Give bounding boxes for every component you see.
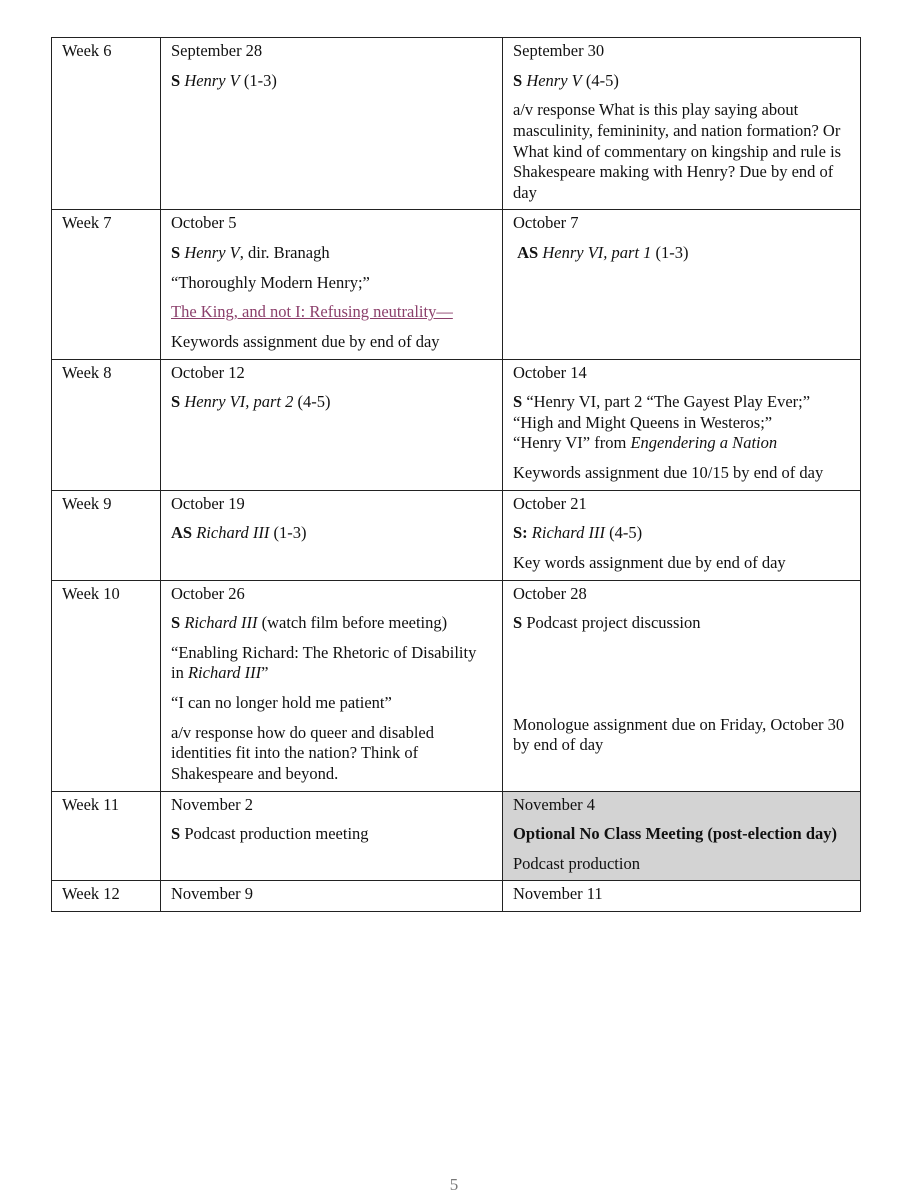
table-row bbox=[52, 359, 861, 490]
date-label: October 19 bbox=[171, 493, 245, 513]
week-cell: Week 9 bbox=[52, 490, 161, 580]
week-cell: Week 7 bbox=[52, 210, 161, 359]
day-cell bbox=[161, 210, 503, 359]
table-row bbox=[52, 881, 861, 912]
week-cell: Week 10 bbox=[52, 580, 161, 791]
article-link[interactable]: The King, and not I: Refusing neutrality— bbox=[171, 302, 453, 322]
date-label: October 26 bbox=[171, 583, 245, 603]
reading-line: S Henry V (1-3) bbox=[171, 70, 277, 90]
day-cell bbox=[503, 580, 861, 791]
reading-list: S “Henry VI, part 2 “The Gayest Play Ever;” “High and Might Queens in Westeros;” “Henry VI” from Engendering a Nation bbox=[513, 392, 811, 453]
table-row bbox=[52, 38, 861, 210]
article-title: “Enabling Richard: The Rhetoric of Disability in Richard III” bbox=[171, 642, 477, 683]
day-cell bbox=[161, 791, 503, 881]
article-title: “Thoroughly Modern Henry;” bbox=[171, 272, 370, 292]
date-label: September 28 bbox=[171, 41, 263, 60]
reading-line: S Henry V (4-5) bbox=[513, 70, 619, 90]
reading-line: S: Richard III (4-5) bbox=[513, 523, 643, 543]
assignment-note: Keywords assignment due by end of day bbox=[171, 331, 440, 351]
assignment-note: Podcast production bbox=[513, 853, 640, 873]
day-cell bbox=[161, 580, 503, 791]
week-cell: Week 12 bbox=[52, 881, 161, 912]
day-cell bbox=[503, 38, 861, 210]
reading-line: AS Henry VI, part 1 (1-3) bbox=[517, 243, 689, 262]
date-label: October 7 bbox=[513, 213, 579, 233]
week-cell: Week 8 bbox=[52, 359, 161, 490]
day-cell bbox=[161, 359, 503, 490]
date-label: October 5 bbox=[171, 213, 237, 233]
reading-line: S Henry V, dir. Branagh bbox=[171, 243, 330, 262]
date-label: November 2 bbox=[171, 794, 254, 814]
table-row bbox=[52, 791, 861, 881]
day-cell bbox=[503, 210, 861, 359]
date-label: September 30 bbox=[513, 41, 605, 60]
page-number: 5 bbox=[449, 1175, 459, 1194]
day-cell-shaded bbox=[503, 791, 861, 881]
week-cell: Week 11 bbox=[52, 791, 161, 881]
assignment-note: Keywords assignment due 10/15 by end of day bbox=[513, 463, 824, 482]
day-cell bbox=[161, 881, 503, 912]
date-label: October 28 bbox=[513, 583, 587, 603]
reading-line: S Podcast production meeting bbox=[171, 824, 369, 844]
reading-line: AS Richard III (1-3) bbox=[171, 523, 307, 543]
date-label: October 12 bbox=[171, 362, 245, 382]
quote-title: “I can no longer hold me patient” bbox=[171, 693, 392, 712]
schedule-table bbox=[51, 37, 861, 912]
day-cell bbox=[161, 490, 503, 580]
reading-line: S Richard III (watch film before meeting) bbox=[171, 613, 448, 633]
table-row bbox=[52, 210, 861, 359]
table-row bbox=[52, 490, 861, 580]
day-cell bbox=[503, 881, 861, 912]
reading-line: S Podcast project discussion bbox=[513, 613, 701, 633]
reading-line: S Henry VI, part 2 (4-5) bbox=[171, 392, 331, 412]
date-label: October 21 bbox=[513, 493, 587, 513]
week-cell: Week 6 bbox=[52, 38, 161, 210]
day-cell bbox=[503, 359, 861, 490]
assignment-note: a/v response What is this play saying about masculinity, femininity, and nation formation? Or What kind of commentary on kingship and rule is Shakespeare making with Henry? Due by end of day bbox=[513, 100, 842, 202]
date-label: November 9 bbox=[171, 884, 254, 904]
date-label: November 11 bbox=[513, 884, 603, 904]
assignment-note: Monologue assignment due on Friday, October 30 by end of day bbox=[513, 714, 845, 755]
day-cell bbox=[161, 38, 503, 210]
assignment-note: a/v response how do queer and disabled identities fit into the nation? Think of Shakespeare and beyond. bbox=[171, 722, 435, 783]
table-row bbox=[52, 580, 861, 791]
date-label: November 4 bbox=[513, 794, 596, 814]
day-cell bbox=[503, 490, 861, 580]
assignment-note: Key words assignment due by end of day bbox=[513, 552, 786, 572]
no-class-notice: Optional No Class Meeting (post-election day) bbox=[513, 824, 838, 844]
date-label: October 14 bbox=[513, 362, 587, 382]
